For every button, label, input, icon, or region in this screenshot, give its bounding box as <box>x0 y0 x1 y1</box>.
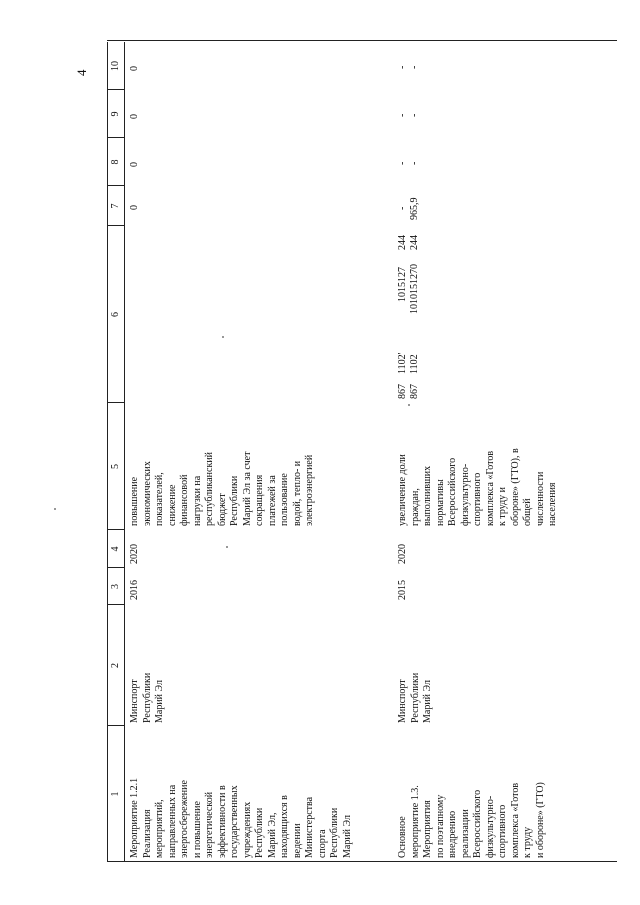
row2-executor: Минспорт Республики Марий Эл <box>397 672 433 723</box>
header-col-1: 1 <box>110 791 121 797</box>
row2-code-expense: 244 <box>397 235 408 250</box>
row2-col7: - <box>397 206 408 210</box>
scan-speck <box>408 404 410 406</box>
row1-end-year: 2020 <box>129 544 140 564</box>
row1-col9: 0 <box>129 114 140 119</box>
row2-code-expense-2: 244 <box>409 235 420 250</box>
row2-col7-amount: 965,9 <box>409 197 420 220</box>
table-header <box>107 42 125 862</box>
row2-code-grbs-2: 867 <box>409 384 420 399</box>
row2-start-year: 2015 <box>397 580 408 600</box>
row1-col10: 0 <box>129 66 140 71</box>
header-col-10: 10 <box>110 61 121 71</box>
header-col-2: 2 <box>110 663 121 668</box>
row2-end-year: 2020 <box>397 544 408 564</box>
header-col-7: 7 <box>110 203 121 209</box>
page-number: 4 <box>74 69 89 76</box>
row2-col10b: - <box>409 65 420 69</box>
row1-col7: 0 <box>129 205 140 210</box>
row2-col8b: - <box>409 161 420 165</box>
row1-col8: 0 <box>129 162 140 167</box>
header-col-9: 9 <box>110 111 121 117</box>
row2-expected-result: увеличение доли граждан, выполнивших нормативы Всероссийского физкультурно- спортивного комплекса «Готов к труду и обороне» (ГТО), в общей численности населения <box>397 448 558 526</box>
row2-code-target-2: 1010151270 <box>409 264 420 314</box>
row2-col10: - <box>397 65 408 69</box>
row2-code-section-2: 1102 <box>409 354 420 374</box>
header-col-3: 3 <box>110 584 121 589</box>
row1-measure-name: Мероприятие 1.2.1 Реализация мероприятий, направленных на энергосбережение и повышение энергетической эффективности в государственных учреждениях Республики Марий Эл, находящихся в ведении Министерства спорта Республики Марий Эл <box>129 777 353 858</box>
scan-speck <box>226 546 228 548</box>
row1-start-year: 2016 <box>129 580 140 600</box>
row2-code-grbs: 867 <box>397 384 408 399</box>
header-col-5: 5 <box>110 464 121 469</box>
row2-code-target: 1015127 <box>397 267 408 302</box>
row1-expected-result: повышение экономических показателей, снижение финансовой нагрузки на республиканский бюджет Республики Марий Эл за счет сокращения платежей за пользование водой, тепло- и электроэнергией <box>129 451 315 526</box>
row2-code-section: 1102' <box>397 352 408 374</box>
scan-speck <box>222 336 224 338</box>
row2-col9: - <box>397 113 408 117</box>
row2-measure-name: Основное мероприятие 1.3. Мероприятия по поэтапному внедрению реализации Всероссийского физкультурно- спортивного комплекса «Готов к труду и обороне» (ГТО) <box>397 782 546 858</box>
row1-executor: Минспорт Республики Марий Эл <box>129 672 165 723</box>
header-col-8: 8 <box>110 159 121 165</box>
row2-col8: - <box>397 161 408 165</box>
row2-col9b: - <box>409 113 420 117</box>
header-col-6: 6 <box>110 312 121 317</box>
rotated-table <box>107 42 617 862</box>
scan-speck <box>54 508 56 510</box>
header-col-4: 4 <box>110 546 121 552</box>
